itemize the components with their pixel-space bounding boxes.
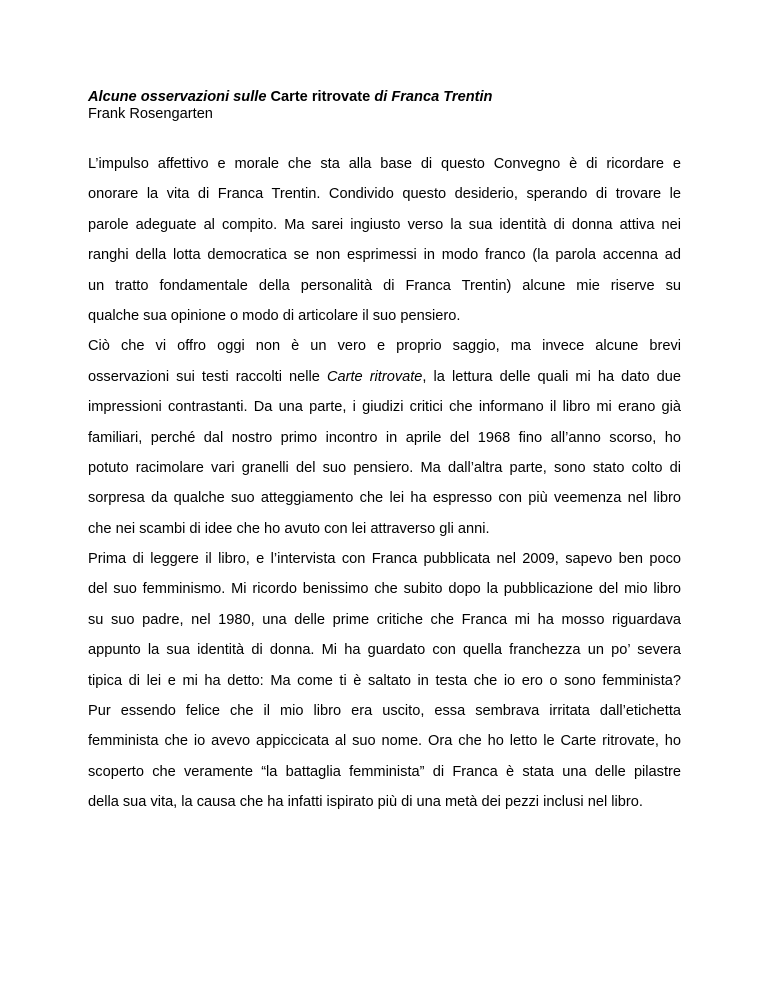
text-line: che nei scambi di idee che ho avuto con lei attraverso gli anni.: [88, 520, 490, 537]
text-line: appunto la sua identità di donna. Mi ha guardato con quella franchezza un po’ severa: [88, 642, 681, 659]
paragraph-1: [88, 149, 681, 331]
text-line: del suo femminismo. Mi ricordo benissimo che subito dopo la pubblicazione del mio libro: [88, 581, 681, 598]
italic-book-title: Carte ritrovate: [326, 368, 423, 385]
text-line: ranghi della lotta democratica se non esprimessi in modo franco (la parola accenna ad: [88, 247, 681, 264]
text-line: su suo padre, nel 1980, una delle prime critiche che Franca mi ha mosso riguardava: [88, 611, 681, 628]
text-line: tipica di lei e mi ha detto: Ma come ti è saltato in testa che io ero o sono femminista?: [88, 672, 681, 689]
text-line: scoperto che veramente “la battaglia femminista” di Franca è stata una delle pilastre: [88, 763, 681, 780]
text-line: Pur essendo felice che il mio libro era uscito, essa sembrava irritata dall’etichetta: [88, 703, 681, 720]
text-line: femminista che io avevo appiccicata al suo nome. Ora che ho letto le Carte ritrovate, ho: [88, 733, 681, 750]
title-italic-author-part: di Franca Trentin: [374, 89, 493, 105]
paragraph-2: [88, 331, 681, 544]
text-line: familiari, perché dal nostro primo incontro in aprile del 1968 fino all’anno scorso, ho: [88, 429, 681, 446]
paragraph-3: [88, 544, 681, 818]
text-line: Prima di leggere il libro, e l’intervista con Franca pubblicata nel 2009, sapevo ben poco: [88, 551, 681, 568]
body-text: [88, 149, 681, 818]
text-segment: , la lettura delle quali mi ha dato due: [422, 368, 681, 385]
text-line: un tratto fondamentale della personalità di Franca Trentin) alcune mie riserve su: [88, 277, 681, 294]
text-line: Ciò che vi offro oggi non è un vero e proprio saggio, ma invece alcune brevi: [88, 338, 681, 355]
text-line-with-italic: [88, 362, 681, 392]
title-bold-part: Carte ritrovate: [266, 89, 375, 105]
text-segment: osservazioni sui testi raccolti nelle: [88, 368, 327, 385]
text-line: sorpresa da qualche suo atteggiamento che lei ha espresso con più veemenza nel libro: [88, 490, 681, 507]
text-line: della sua vita, la causa che ha infatti ispirato più di una metà dei pezzi inclusi nel libro.: [88, 794, 643, 811]
text-line: qualche sua opinione o modo di articolare il suo pensiero.: [88, 307, 461, 324]
document-title: [88, 88, 492, 106]
text-line: parole adeguate al compito. Ma sarei ingiusto verso la sua identità di donna attiva nei: [88, 216, 681, 233]
author-name: Frank Rosengarten: [88, 106, 213, 122]
text-line: L’impulso affettivo e morale che sta alla base di questo Convegno è di ricordare e: [88, 156, 681, 172]
text-line: onorare la vita di Franca Trentin. Condivido questo desiderio, sperando di trovare le: [88, 186, 681, 203]
text-line: potuto racimolare vari granelli del suo pensiero. Ma dall’altra parte, sono stato colto di: [88, 459, 681, 476]
text-line: impressioni contrastanti. Da una parte, i giudizi critici che informano il libro mi erano già: [88, 399, 681, 416]
title-italic-part: Alcune osservazioni sulle: [88, 89, 267, 105]
